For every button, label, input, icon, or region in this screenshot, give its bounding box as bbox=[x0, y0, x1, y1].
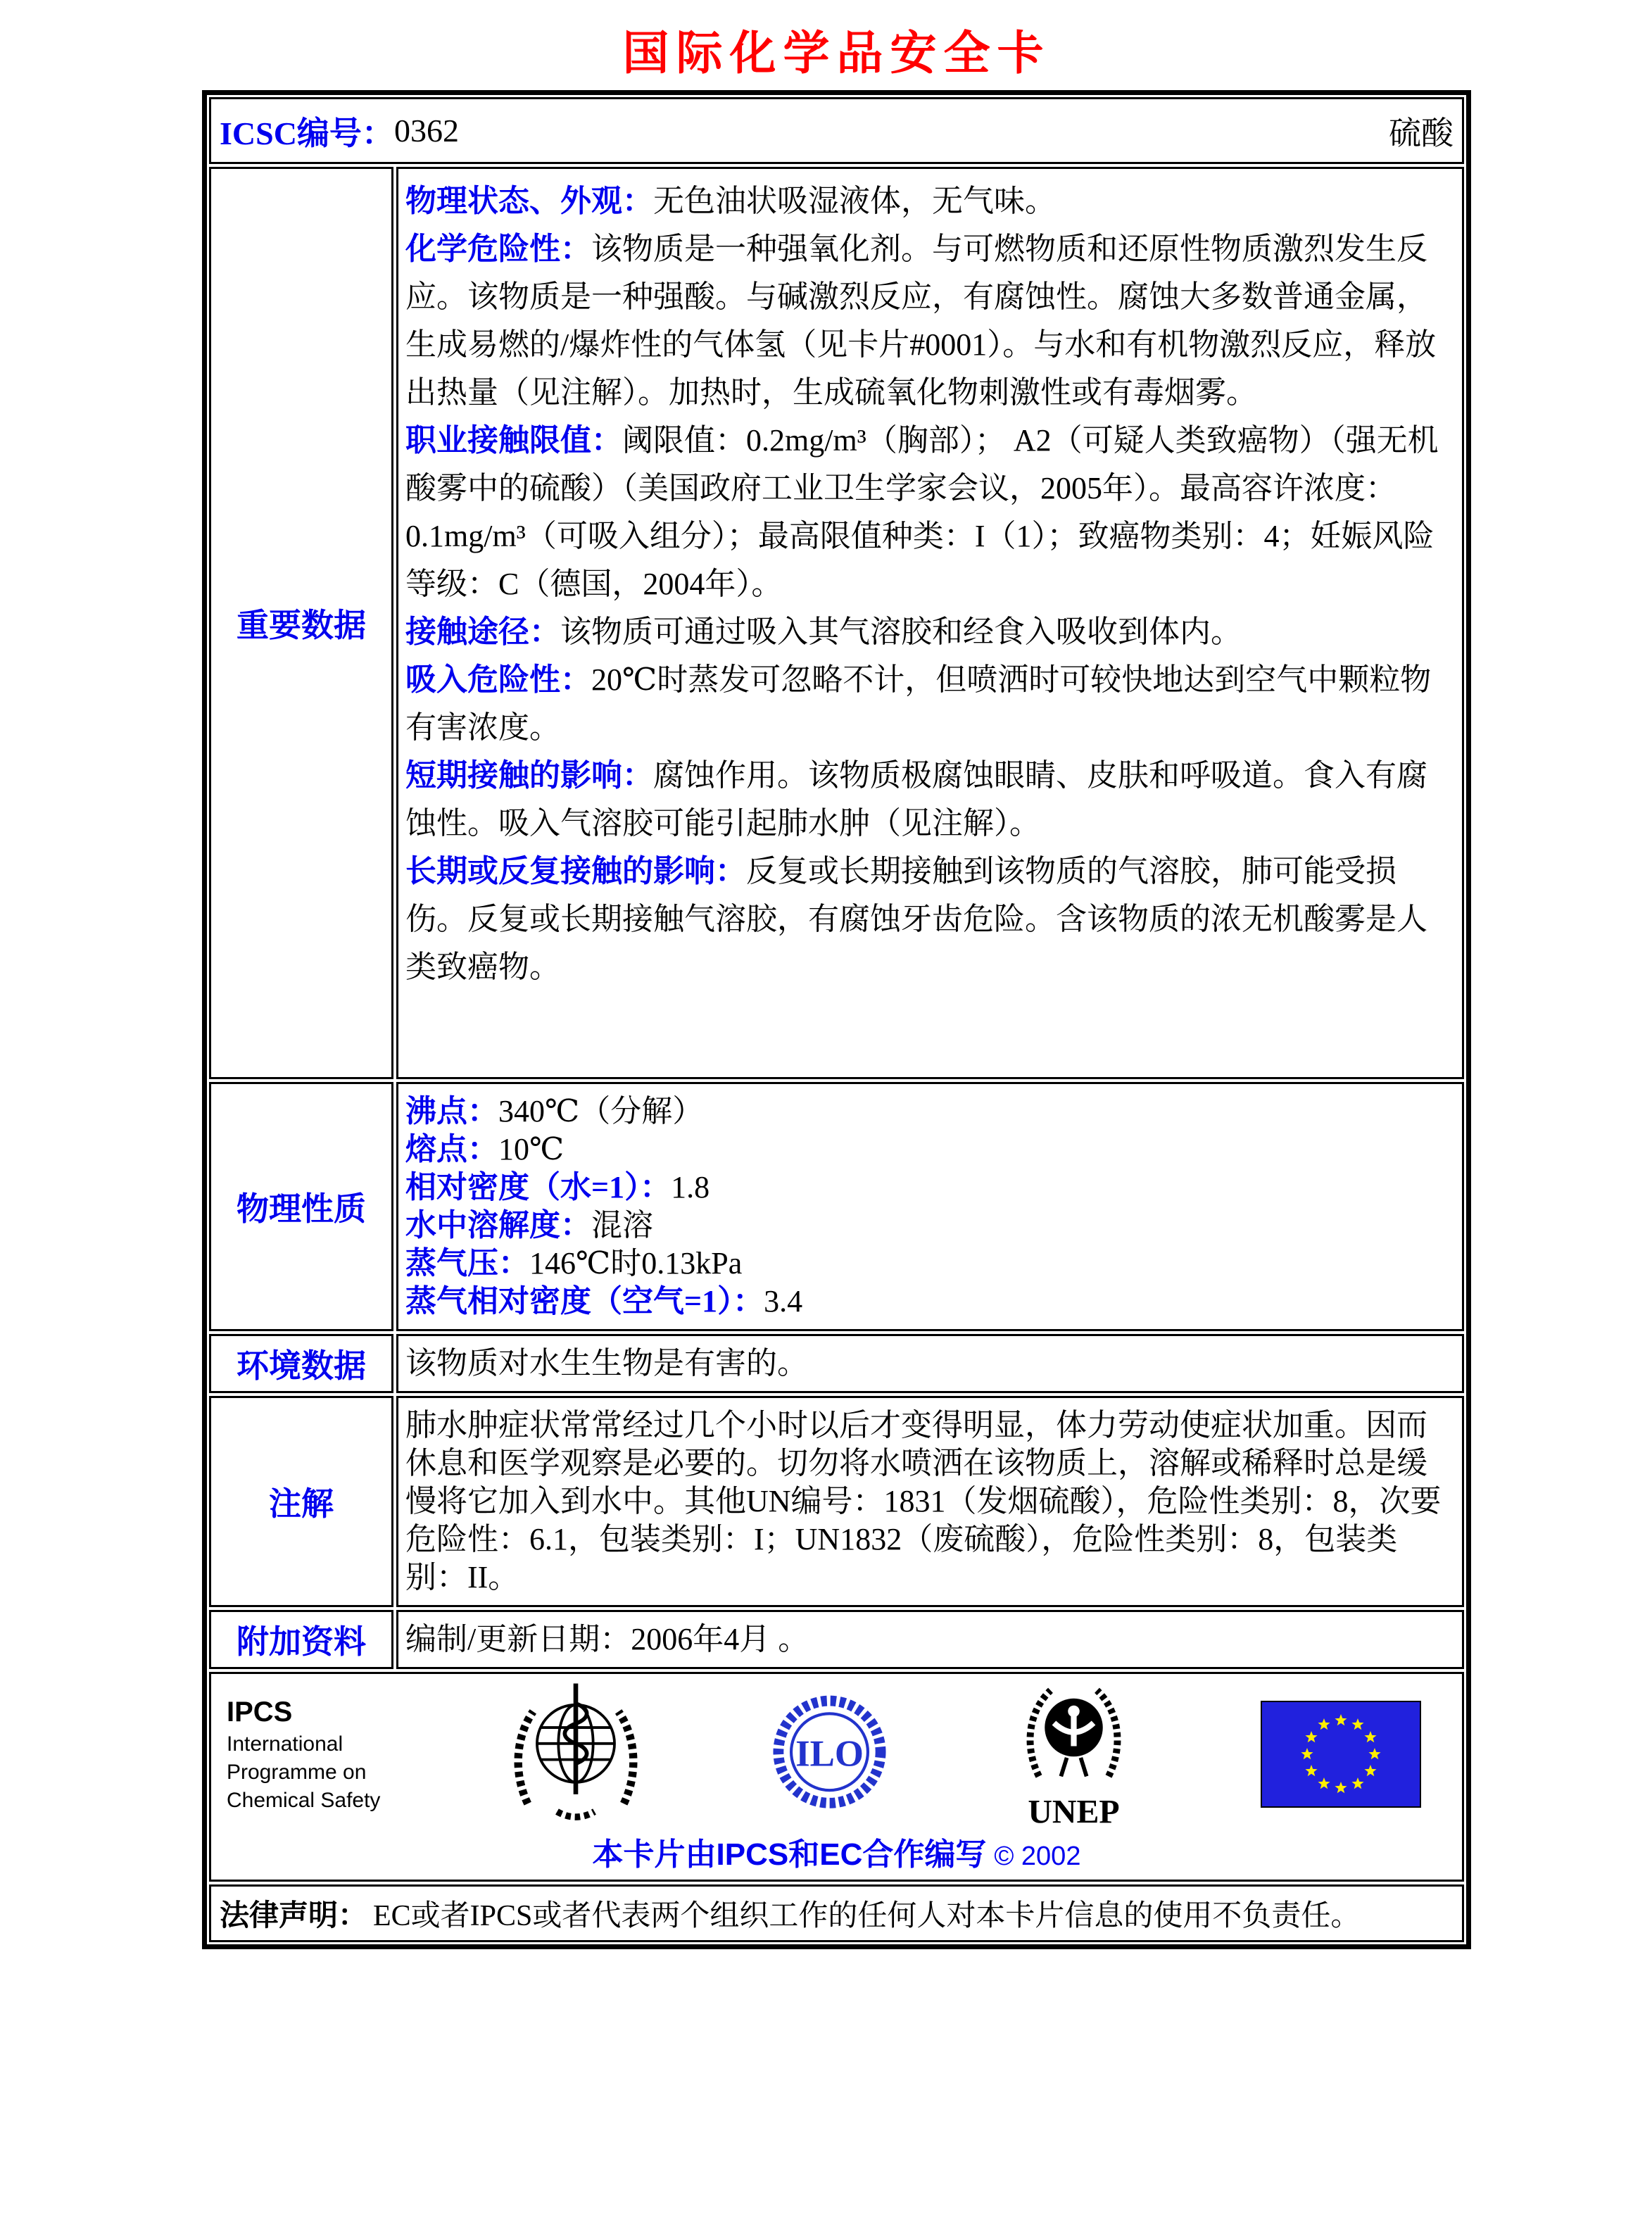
unep-logo-text: UNEP bbox=[1028, 1793, 1120, 1831]
vapor-density-item: 蒸气相对密度（空气=1）：3.4 bbox=[405, 1284, 803, 1318]
credit-text: 本卡片由IPCS和EC合作编写 bbox=[592, 1837, 987, 1872]
eu-flag-icon bbox=[1261, 1701, 1421, 1808]
ipcs-subtitle-line3: Chemical Safety bbox=[227, 1789, 381, 1812]
section-environmental-data bbox=[209, 1334, 1464, 1393]
section-notes bbox=[209, 1396, 1464, 1607]
notes-label: 注解 bbox=[209, 1396, 393, 1607]
section-additional-info bbox=[209, 1610, 1464, 1669]
notes-content: 肺水肿症状常常经过几个小时以后才变得明显，体力劳动使症状加重。因而休息和医学观察是必要的。切勿将水喷洒在该物质上，溶解或稀释时总是缓慢将它加入到水中。其他UN编号：1831（发烟硫酸），危险性类别：8，次要危险性：6.1，包装类别：I；UN1832（废硫酸），危险性类别：8，包装类别：II。 bbox=[396, 1396, 1464, 1607]
icsc-header-cell bbox=[209, 97, 1464, 164]
important-data-content bbox=[396, 167, 1464, 1079]
important-data-label: 重要数据 bbox=[209, 167, 393, 1079]
environmental-data-content: 该物质对水生生物是有害的。 bbox=[396, 1334, 1464, 1393]
inhalation-risk-item: 吸入危险性：20℃时蒸发可忽略不计，但喷洒时可较快地达到空气中颗粒物有害浓度。 bbox=[405, 662, 1432, 745]
ipcs-subtitle-line2: Programme on bbox=[227, 1761, 367, 1784]
long-term-effects-item: 长期或反复接触的影响：反复或长期接触到该物质的气溶胶，肺可能受损伤。反复或长期接触气溶胶，有腐蚀牙齿危险。含该物质的浓无机酸雾是人类致癌物。 bbox=[405, 854, 1427, 984]
safety-card-table bbox=[202, 90, 1471, 1949]
physical-properties-label: 物理性质 bbox=[209, 1082, 393, 1331]
additional-info-content: 编制/更新日期：2006年4月 。 bbox=[396, 1610, 1464, 1669]
legal-label: 法律声明： bbox=[220, 1900, 368, 1932]
boiling-point-item: 沸点：340℃（分解） bbox=[405, 1094, 704, 1128]
legal-cell bbox=[209, 1884, 1464, 1942]
logos-strip bbox=[224, 1684, 1449, 1831]
icsc-number-value: 0362 bbox=[393, 113, 459, 149]
section-physical-properties bbox=[209, 1082, 1464, 1331]
chemical-name: 硫酸 bbox=[1389, 115, 1454, 151]
physical-state-item: 物理状态、外观：无色油状吸湿液体，无气味。 bbox=[405, 184, 1056, 218]
physical-properties-content bbox=[396, 1082, 1464, 1331]
section-logos bbox=[209, 1672, 1464, 1882]
ipcs-title: IPCS bbox=[227, 1697, 293, 1727]
copyright-text: © 2002 bbox=[994, 1842, 1081, 1871]
water-solubility-item: 水中溶解度：混溶 bbox=[405, 1208, 653, 1242]
vapor-pressure-item: 蒸气压：146℃时0.13kPa bbox=[405, 1246, 743, 1280]
legal-text: EC或者IPCS或者代表两个组织工作的任何人对本卡片信息的使用不负责任。 bbox=[373, 1900, 1361, 1932]
melting-point-item: 熔点：10℃ bbox=[405, 1132, 565, 1166]
logos-cell bbox=[209, 1672, 1464, 1882]
unep-logo-icon bbox=[1016, 1673, 1132, 1835]
who-logo-icon bbox=[509, 1677, 643, 1832]
environmental-data-label: 环境数据 bbox=[209, 1334, 393, 1393]
credit-line bbox=[224, 1829, 1449, 1874]
ilo-logo-icon bbox=[771, 1684, 888, 1825]
section-legal bbox=[209, 1884, 1464, 1942]
exposure-routes-item: 接触途径：该物质可通过吸入其气溶胶和经食入吸收到体内。 bbox=[405, 615, 1242, 649]
page-title: 国际化学品安全卡 bbox=[622, 27, 1051, 79]
icsc-number-label: ICSC编号： bbox=[220, 115, 394, 151]
short-term-effects-item: 短期接触的影响：腐蚀作用。该物质极腐蚀眼睛、皮肤和呼吸道。食入有腐蚀性。吸入气溶胶可能引起肺水肿（见注解）。 bbox=[405, 758, 1427, 841]
icsc-header-row bbox=[209, 97, 1464, 164]
ipcs-subtitle-line1: International bbox=[227, 1732, 343, 1756]
chemical-danger-item: 化学危险性：该物质是一种强氧化剂。与可燃物质和还原性物质激烈发生反应。该物质是一种强酸。与碱激烈反应，有腐蚀性。腐蚀大多数普通金属，生成易燃的/爆炸性的气体氢（见卡片#0001）。与水和有机物激烈反应，释放出热量（见注解）。加热时，生成硫氧化物刺激性或有毒烟雾。 bbox=[405, 232, 1437, 410]
ipcs-text-block bbox=[227, 1694, 380, 1815]
relative-density-item: 相对密度（水=1）：1.8 bbox=[405, 1170, 710, 1204]
occupational-exposure-item: 职业接触限值：阈限值：0.2mg/m³（胸部）； A2（可疑人类致癌物）（强无机酸雾中的硫酸）（美国政府工业卫生学家会议，2005年）。最高容许浓度：0.1mg/m³（可吸入组分）；最高限值种类：I（1）；致癌物类别：4；妊娠风险等级：C（德国，2004年）。 bbox=[405, 423, 1439, 601]
section-important-data bbox=[209, 167, 1464, 1079]
additional-info-label: 附加资料 bbox=[209, 1610, 393, 1669]
ilo-logo-text: ILO bbox=[795, 1733, 864, 1775]
